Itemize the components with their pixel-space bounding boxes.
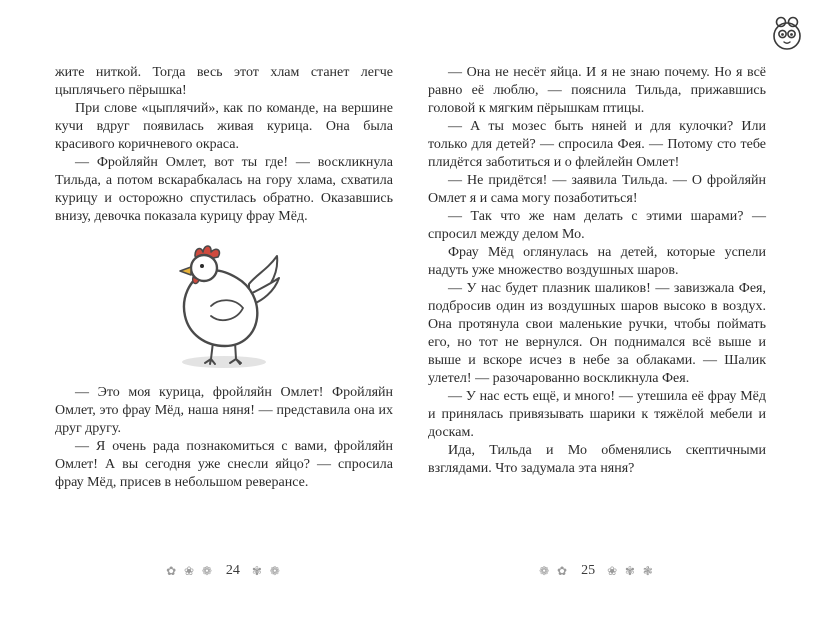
page-footer-left — [55, 563, 393, 579]
paragraph: — У нас будет плазник шаликов! — завизжала Фея, подбросив один из воздушных шаров высоко в воздух. Она протянула свои маленькие ручки, чтобы поймать его, но тот не вернулся. Он поднимался всё выше и выше и вскоре исчез в небе за облаками. — Шалик улетел! — разочарованно воскликнула Фея. — [428, 281, 766, 386]
paragraph: — Фройляйн Омлет, вот ты где! — воскликнула Тильда, а потом вскарабкалась на гору хлама, схватила курицу и осторожно спустилась обратно. Оказавшись внизу, девочка показала курицу фрау Мёд. — [55, 155, 393, 224]
paragraph: — У нас есть ещё, и много! — утешила её фрау Мёд и принялась привязывать шарики к тяжёлой мебели и доскам. — [428, 389, 766, 440]
paragraph: Ида, Тильда и Мо обменялись скептичными взглядами. Что задумала эта няня? — [428, 443, 766, 476]
paragraph: — Я очень рада познакомиться с вами, фройляйн Омлет! А вы сегодня уже снесли яйцо? — спросила фрау Мёд, присев в небольшом реверансе. — [55, 439, 393, 490]
floral-ornament-icon: ❀ ✾ ❃ — [607, 564, 655, 578]
publisher-logo-icon — [770, 14, 804, 52]
paragraph: — Не придётся! — заявила Тильда. — О фройляйн Омлет я и сама могу позаботиться! — [428, 173, 766, 206]
paragraph: Фрау Мёд оглянулась на детей, которые успели надуть уже множество воздушных шаров. — [428, 245, 766, 278]
page-number-right: 25 — [581, 563, 596, 578]
hen-shadow-icon — [182, 356, 266, 368]
paragraph: — А ты мозес быть няней и для кулочки? Или только для детей? — спросила Фея. — Потому сто тебе плидётся заботиться и о флейлейн Омлет! — [428, 119, 766, 170]
page-right — [428, 64, 766, 478]
paragraph: — Она не несёт яйца. И я не знаю почему. Но я всё равно её люблю, — пояснила Тильда, прижавшись головой к мягким пёрышкам птицы. — [428, 65, 766, 116]
hen-illustration — [55, 234, 393, 378]
leaf-ornament-icon: ✾ ❁ — [251, 564, 282, 578]
floral-ornament-icon: ✿ ❀ ❁ — [166, 564, 214, 578]
paragraph: — Так что же нам делать с этими шарами? — спросил между делом Мо. — [428, 209, 766, 242]
page-footer-right — [428, 563, 766, 579]
paragraph: жите ниткой. Тогда весь этот хлам станет легче цыплячьего пёрышка! — [55, 65, 393, 98]
paragraph: При слове «цыплячий», как по команде, на вершине кучи вдруг появилась живая курица. Она была красивого коричневого окраса. — [55, 101, 393, 152]
paragraph: — Это моя курица, фройляйн Омлет! Фройляйн Омлет, это фрау Мёд, наша няня! — представила она их друг другу. — [55, 385, 393, 436]
page-left — [55, 64, 393, 492]
page-number-left: 24 — [225, 563, 240, 578]
leaf-ornament-icon: ❁ ✿ — [539, 564, 570, 578]
